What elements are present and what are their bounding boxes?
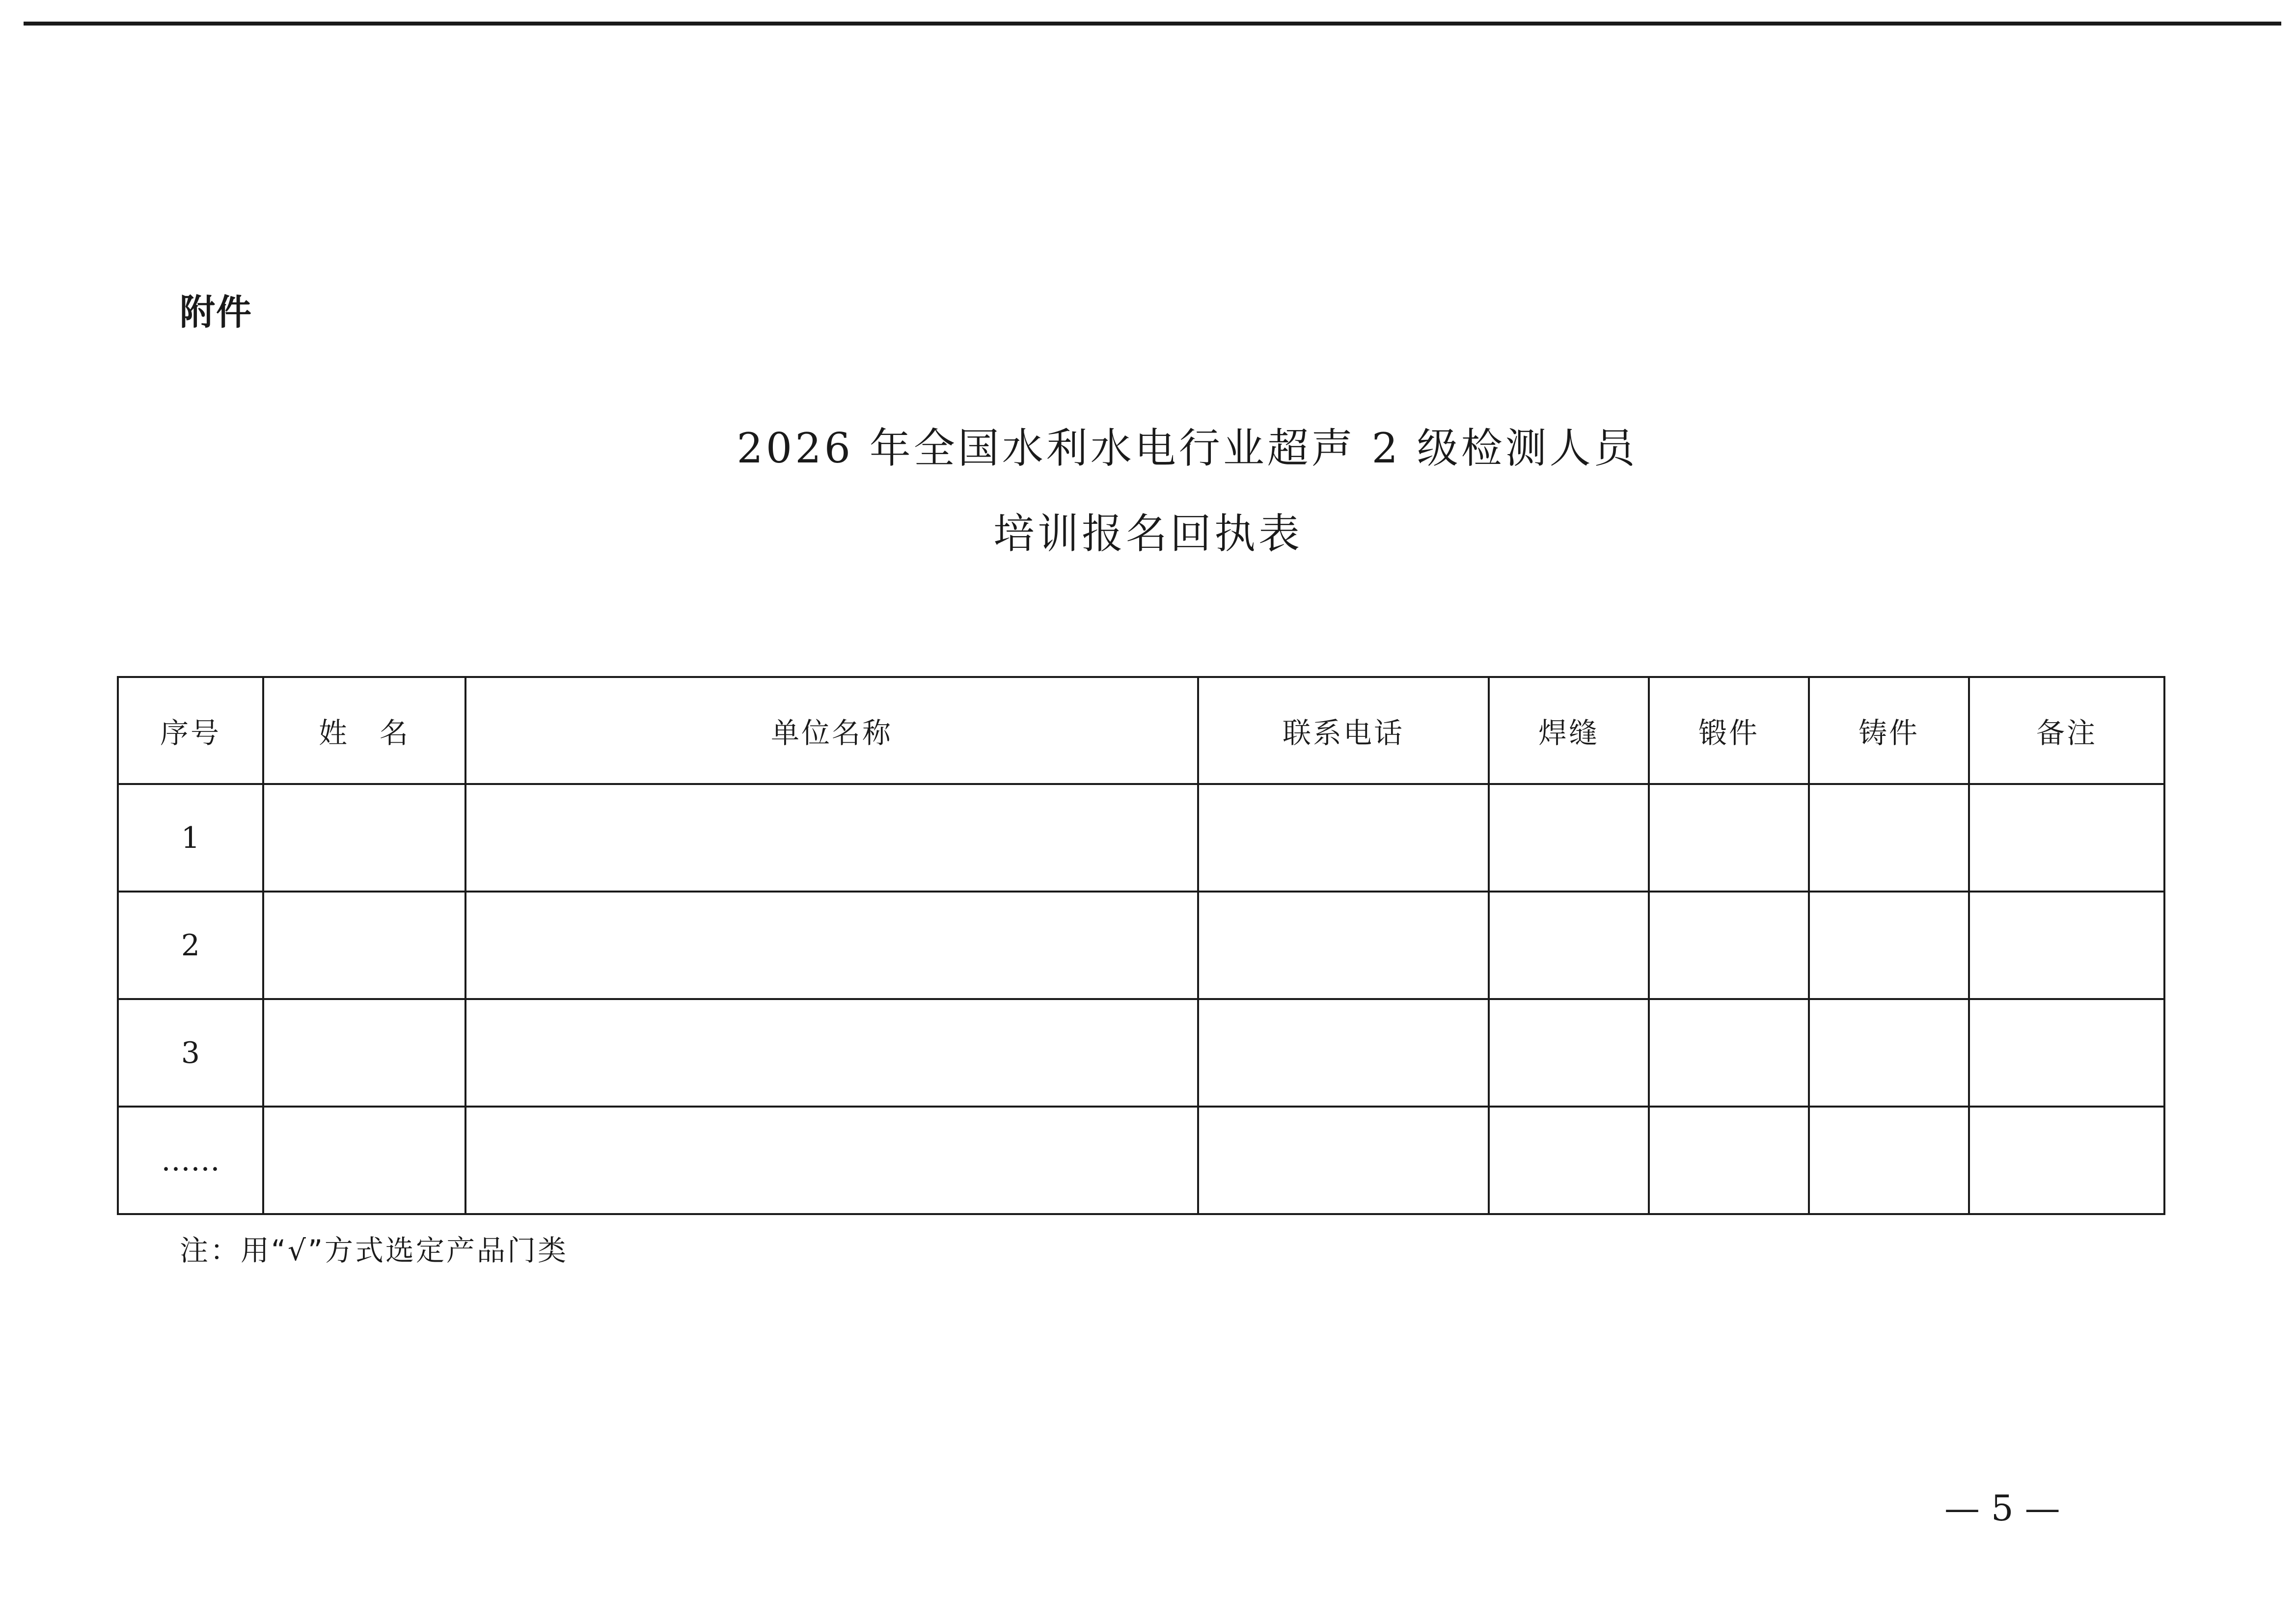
table-cell [1649, 1107, 1809, 1214]
table-cell [263, 784, 465, 892]
table-cell: 2 [118, 892, 263, 999]
header-cell: 锻件 [1649, 677, 1809, 784]
table-cell [1198, 999, 1489, 1107]
table-cell [465, 1107, 1198, 1214]
header-cell: 焊缝 [1489, 677, 1649, 784]
table-row [118, 892, 2164, 999]
table-cell [1809, 892, 1969, 999]
table-row [118, 784, 2164, 892]
table-row [118, 999, 2164, 1107]
table-cell [1649, 999, 1809, 1107]
header-cell: 联系电话 [1198, 677, 1489, 784]
header-cell: 序号 [118, 677, 263, 784]
table-cell [1969, 1107, 2164, 1214]
table-cell [465, 784, 1198, 892]
table-cell: 3 [118, 999, 263, 1107]
table-cell [1969, 784, 2164, 892]
table-cell [1198, 784, 1489, 892]
table-cell [263, 892, 465, 999]
header-cell: 铸件 [1809, 677, 1969, 784]
table-cell [1489, 999, 1649, 1107]
document-title: 2026 年全国水利水电行业超声 2 级检测人员 [737, 424, 1638, 472]
table-cell [465, 892, 1198, 999]
table-cell [1809, 999, 1969, 1107]
table-cell [1649, 784, 1809, 892]
table-cell [1489, 1107, 1649, 1214]
table-cell [1969, 999, 2164, 1107]
table-cell [1969, 892, 2164, 999]
top-rule [24, 22, 2281, 26]
table-row [118, 1107, 2164, 1214]
table-cell [1489, 892, 1649, 999]
table-cell [1809, 784, 1969, 892]
header-cell: 单位名称 [465, 677, 1198, 784]
document-subtitle: 培训报名回执表 [993, 510, 1303, 558]
header-cell: 姓 名 [263, 677, 465, 784]
registration-table [117, 676, 2165, 1215]
attachment-label: 附件 [180, 292, 253, 333]
table-cell: 1 [118, 784, 263, 892]
table-cell [263, 999, 465, 1107]
table-cell [1198, 892, 1489, 999]
table-cell: …… [118, 1107, 263, 1214]
header-cell: 备注 [1969, 677, 2164, 784]
table-cell [1489, 784, 1649, 892]
table-header-row [118, 677, 2164, 784]
table-cell [263, 1107, 465, 1214]
table-cell [1198, 1107, 1489, 1214]
page-number: — 5 — [1944, 1488, 2060, 1529]
table-cell [1809, 1107, 1969, 1214]
table-cell [465, 999, 1198, 1107]
table-note: 注：用“√”方式选定产品门类 [180, 1234, 569, 1267]
table-cell [1649, 892, 1809, 999]
